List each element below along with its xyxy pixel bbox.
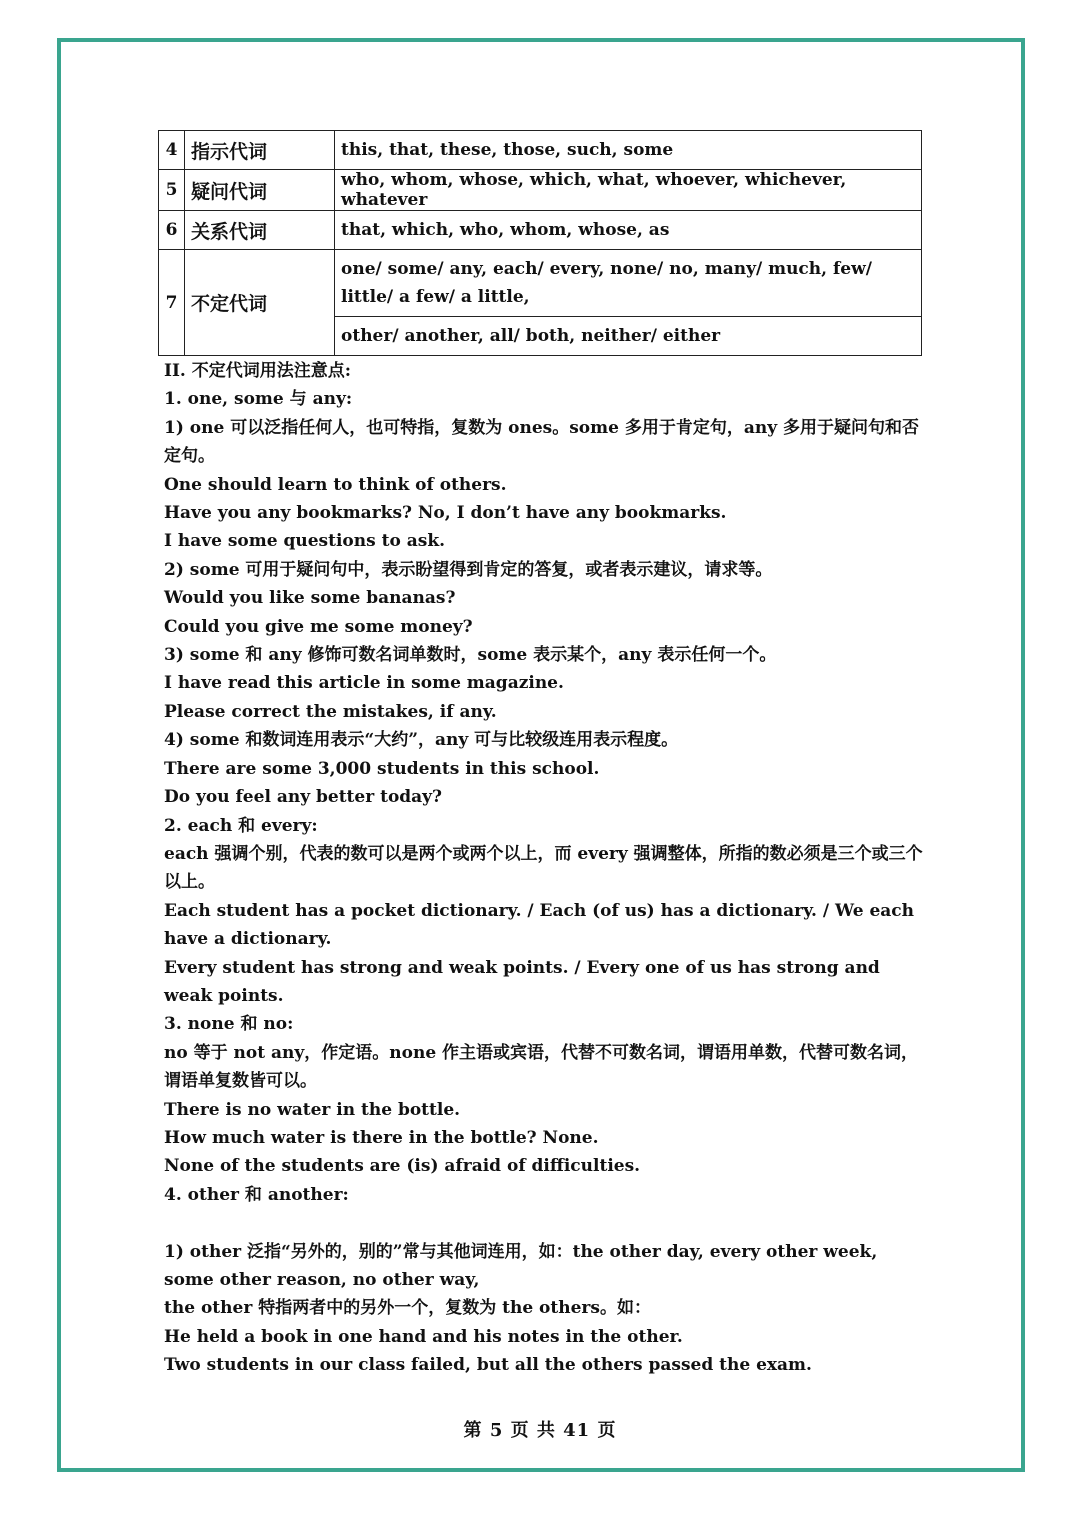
table-row bbox=[159, 250, 922, 317]
text-line: no 等于 not any，作定语。none 作主语或宾语，代替不可数名词，谓语用单数，代替可数名词，谓语单复数皆可以。 bbox=[164, 1042, 919, 1092]
table-row bbox=[159, 211, 922, 250]
text-line: Two students in our class failed, but all the others passed the exam. bbox=[164, 1355, 812, 1376]
row-number: 7 bbox=[159, 250, 185, 356]
text-line: Please correct the mistakes, if any. bbox=[164, 701, 497, 722]
pronoun-examples: one/ some/ any, each/ every, none/ no, many/ much, few/ little/ a few/ a little, bbox=[335, 250, 922, 317]
text-line: Could you give me some money? bbox=[164, 616, 473, 637]
pronoun-table bbox=[158, 130, 922, 356]
text-line: 4. other 和 another: bbox=[164, 1184, 349, 1205]
text-line: None of the students are (is) afraid of difficulties. bbox=[164, 1156, 641, 1177]
pronoun-examples: who, whom, whose, which, what, whoever, whichever, whatever bbox=[335, 170, 922, 211]
row-number: 4 bbox=[159, 131, 185, 170]
text-line: One should learn to think of others. bbox=[164, 474, 507, 495]
pronoun-examples: other/ another, all/ both, neither/ either bbox=[335, 317, 922, 356]
text-line: How much water is there in the bottle? None. bbox=[164, 1127, 599, 1148]
pronoun-examples: this, that, these, those, such, some bbox=[335, 131, 922, 170]
text-line: Do you feel any better today? bbox=[164, 787, 443, 808]
text-line: 4) some 和数词连用表示“大约”，any 可与比较级连用表示程度。 bbox=[164, 730, 679, 751]
pronoun-examples: that, which, who, whom, whose, as bbox=[335, 211, 922, 250]
text-line: Every student has strong and weak points. / Every one of us has strong and weak points. bbox=[164, 957, 880, 1006]
text-line: 3. none 和 no: bbox=[164, 1014, 294, 1035]
row-number: 6 bbox=[159, 211, 185, 250]
table-row bbox=[159, 170, 922, 211]
pronoun-category: 疑问代词 bbox=[185, 170, 335, 211]
text-line: 2) some 可用于疑问句中，表示盼望得到肯定的答复，或者表示建议，请求等。 bbox=[164, 559, 773, 580]
text-line: 3) some 和 any 修饰可数名词单数时，some 表示某个，any 表示任何一个。 bbox=[164, 645, 777, 666]
text-line: 2. each 和 every: bbox=[164, 815, 318, 836]
text-line: Would you like some bananas? bbox=[164, 588, 456, 609]
text-line: He held a book in one hand and his notes in the other. bbox=[164, 1326, 683, 1347]
text-line: 1. one, some 与 any: bbox=[164, 389, 353, 410]
text-line: There is no water in the bottle. bbox=[164, 1099, 461, 1120]
row-number: 5 bbox=[159, 170, 185, 211]
body-text bbox=[164, 357, 924, 1380]
text-line: the other 特指两者中的另外一个，复数为 the others。如： bbox=[164, 1298, 651, 1319]
text-line: I have read this article in some magazine. bbox=[164, 673, 564, 694]
text-line: each 强调个别，代表的数可以是两个或两个以上，而 every 强调整体，所指的数必须是三个或三个以上。 bbox=[164, 843, 923, 893]
text-line: II. 不定代词用法注意点: bbox=[164, 361, 352, 381]
text-line bbox=[164, 1209, 924, 1237]
pronoun-category: 关系代词 bbox=[185, 211, 335, 250]
text-line: 1) one 可以泛指任何人，也可特指，复数为 ones。some 多用于肯定句，any 多用于疑问句和否定句。 bbox=[164, 417, 920, 467]
pronoun-category: 不定代词 bbox=[185, 250, 335, 356]
text-line: Each student has a pocket dictionary. / Each (of us) has a dictionary. / We each have a dictionary. bbox=[164, 900, 914, 950]
text-line: There are some 3,000 students in this school. bbox=[164, 758, 600, 779]
table-row bbox=[159, 131, 922, 170]
text-line: 1) other 泛指“另外的，别的”常与其他词连用，如：the other day, every other week, some other reason, no other way, bbox=[164, 1241, 878, 1290]
text-line: I have some questions to ask. bbox=[164, 531, 446, 552]
page-number: 第 5 页 共 41 页 bbox=[463, 1420, 617, 1441]
pronoun-category: 指示代词 bbox=[185, 131, 335, 170]
text-line: Have you any bookmarks? No, I don’t have any bookmarks. bbox=[164, 503, 727, 524]
